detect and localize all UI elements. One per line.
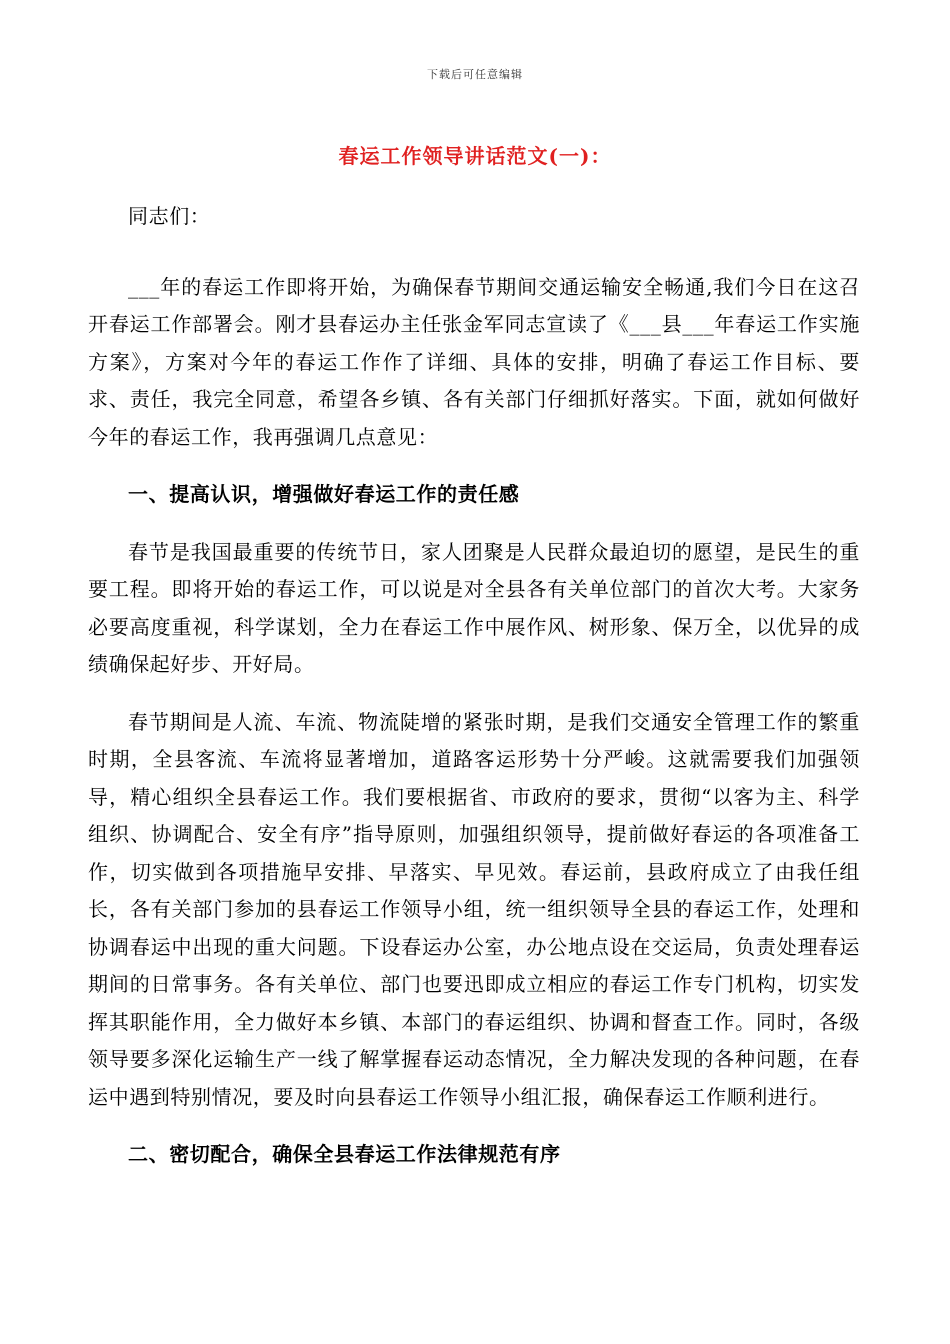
section-2-heading: 二、密切配合，确保全县春运工作法律规范有序 [128,1142,561,1166]
header-note: 下载后可任意编辑 [427,68,523,81]
section-1-paragraph-1: 春节是我国最重要的传统节日，家人团聚是人民群众最迫切的愿望，是民生的重要工程。即将开始的春运工作，可以说是对全县各有关单位部门的首次大考。大家务必要高度重视，科学谋划，全力在春运工作中展作风、树形象、保万全，以优异的成绩确保起好步、开好局。 [88,539,860,676]
section-1-heading: 一、提高认识，增强做好春运工作的责任感 [128,482,520,506]
document-body [88,198,860,1194]
section-1-paragraph-2: 春节期间是人流、车流、物流陡增的紧张时期，是我们交通安全管理工作的繁重时期，全县客流、车流将显著增加，道路客运形势十分严峻。这就需要我们加强领导，精心组织全县春运工作。我们要根据省、市政府的要求，贯彻“以客为主、科学组织、协调配合、安全有序”指导原则，加强组织领导，提前做好春运的各项准备工作，切实做到各项措施早安排、早落实、早见效。春运前，县政府成立了由我任组长，各有关部门参加的县春运工作领导小组，统一组织领导全县的春运工作，处理和协调春运中出现的重大问题。下设春运办公室，办公地点设在交运局，负责处理春运期间的日常事务。各有关单位、部门也要迅即成立相应的春运工作专门机构，切实发挥其职能作用，全力做好本乡镇、本部门的春运组织、协调和督查工作。同时，各级领导要多深化运输生产一线了解掌握春运动态情况，全力解决发现的各种问题，在春运中遇到特别情况，要及时向县春运工作领导小组汇报，确保春运工作顺利进行。 [88,709,860,1109]
greeting: 同志们： [128,204,211,228]
document-title: 春运工作领导讲话范文(一)： [338,144,612,168]
intro-paragraph: ___年的春运工作即将开始，为确保春节期间交通运输安全畅通,我们今日在这召开春运工作部署会。刚才县春运办主任张金军同志宣读了《___县___年春运工作实施方案》，方案对今年的春运工作作了详细、具体的安排，明确了春运工作目标、要求、责任，我完全同意，希望各乡镇、各有关部门仔细抓好落实。下面，就如何做好今年的春运工作，我再强调几点意见： [88,274,860,449]
